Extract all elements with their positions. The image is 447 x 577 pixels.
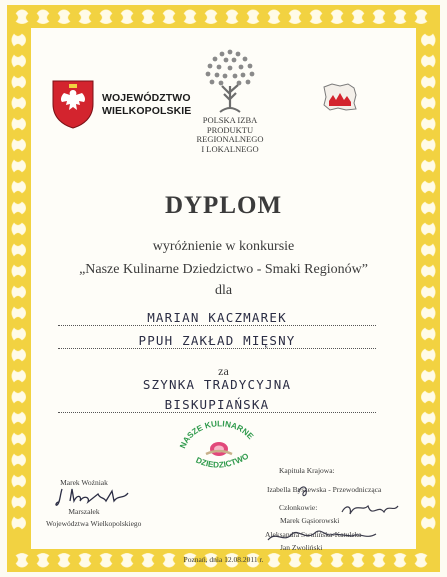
for-label: za: [218, 364, 229, 378]
member3: Jan Zwoliński: [280, 543, 323, 552]
diploma-line1: wyróżnienie w konkursie: [152, 239, 295, 254]
chamber-logo-line2: PRODUKTU: [206, 124, 254, 135]
tree-icon: [190, 42, 270, 118]
chamber-logo-line1: POLSKA IZBA: [202, 115, 258, 125]
members-label: Członkowie:: [279, 503, 318, 512]
chapter-chair: Izabella Byszewska - Przewodnicząca: [267, 485, 382, 494]
recipient-name: MARIAN KACZMAREK: [147, 310, 287, 325]
recipient-company: PPUH ZAKŁAD MIĘSNY: [138, 333, 296, 348]
eagle-shield-icon: [50, 78, 96, 130]
diploma-line3: dla: [214, 283, 233, 298]
diploma-title: DYPLOM: [164, 192, 283, 219]
contest-badge-top: NASZE KULINARNE: [178, 419, 256, 450]
product-line: [58, 412, 376, 413]
place-date: Poznań, dnia 12.08.2011 r.: [183, 555, 264, 564]
recipient-name-line: [58, 325, 376, 326]
recipient-company-line: [58, 348, 376, 349]
chapter-label: Kapituła Krajowa:: [279, 466, 335, 475]
left-signatory-role2: Województwa Wielkopolskiego: [46, 519, 142, 528]
contest-badge-bottom: DZIEDZICTWO: [194, 451, 251, 470]
poland-map-icon: [320, 81, 360, 113]
region-logo-line2: WIELKOPOLSKIE: [102, 105, 192, 117]
chamber-logo-line3: REGIONALNEGO: [196, 134, 264, 144]
contest-badge-icon: [176, 417, 262, 475]
left-signatory-name: Marek Woźniak: [60, 478, 108, 487]
region-logo: [50, 78, 192, 130]
diploma-line2: „Nasze Kulinarne Dziedzictwo - Smaki Regionów”: [79, 262, 368, 277]
chamber-logo-line4: I LOKALNEGO: [201, 143, 259, 154]
left-signature: [54, 485, 150, 509]
member2: Aleksandra Swulińska-Katulska: [265, 530, 362, 539]
region-logo-line1: WOJEWÓDZTWO: [102, 92, 191, 104]
member1: Marek Gąsiorowski: [280, 516, 340, 525]
product-line2: BISKUPIAŃSKA: [164, 397, 270, 412]
product-line1: SZYNKA TRADYCYJNA: [142, 377, 292, 392]
chamber-logo: [190, 42, 270, 164]
left-signatory-role1: Marszałek: [68, 507, 100, 516]
right-signatures: [262, 482, 412, 552]
